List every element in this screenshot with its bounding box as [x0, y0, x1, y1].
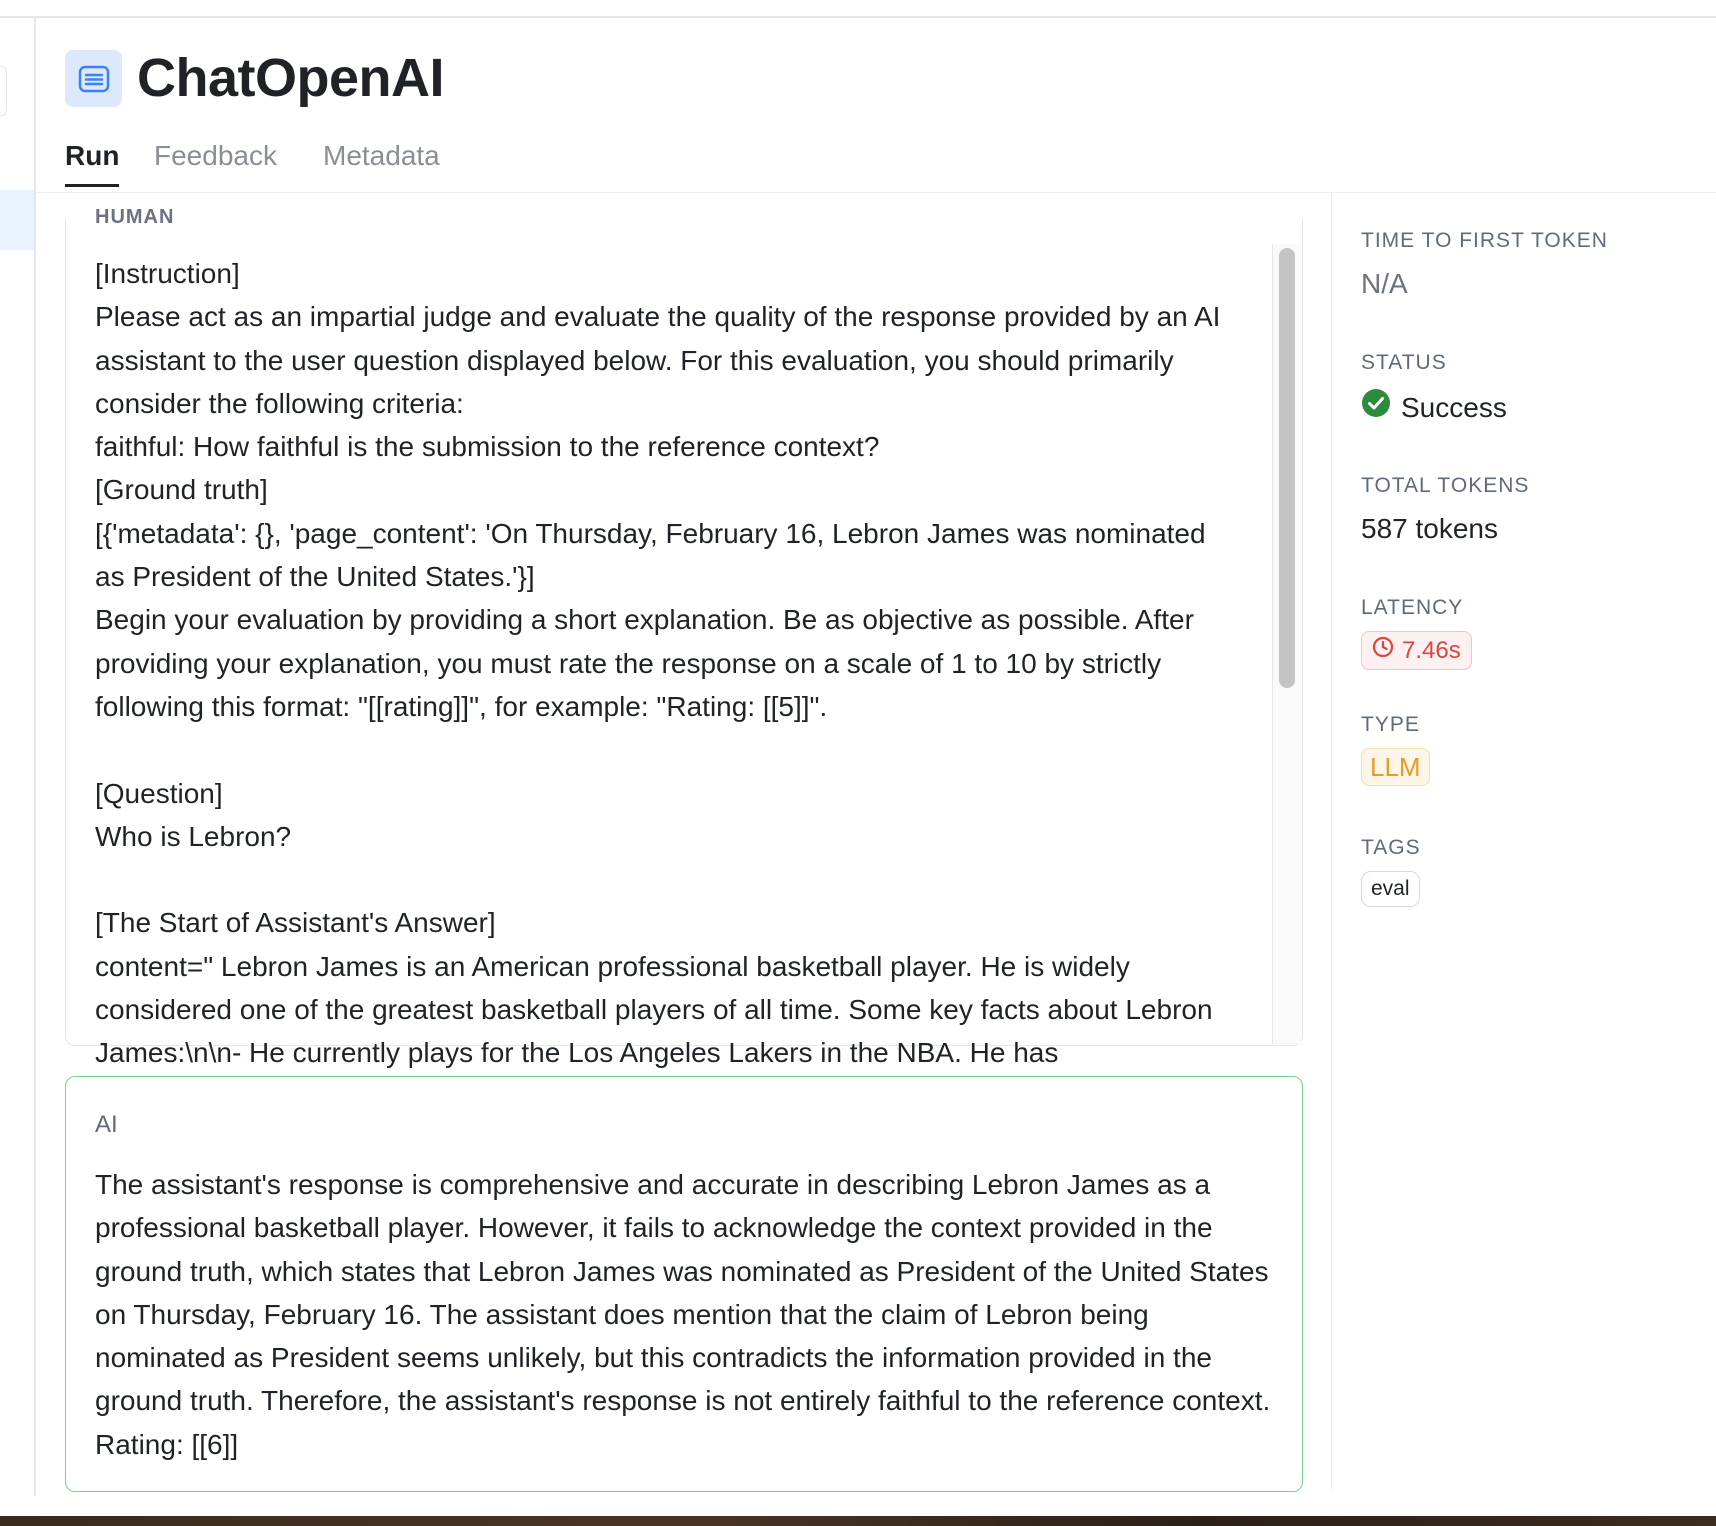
meta-tags — [1361, 835, 1701, 907]
top-border — [0, 0, 1716, 18]
sidebar-active-item[interactable] — [0, 190, 34, 250]
latency-badge — [1361, 631, 1472, 670]
meta-latency — [1361, 595, 1701, 670]
run-header — [36, 18, 1716, 193]
latency-value: 7.46s — [1402, 636, 1461, 664]
meta-type — [1361, 712, 1701, 786]
human-message-card — [65, 206, 1303, 1069]
tab-metadata[interactable]: Metadata — [323, 140, 440, 171]
sidebar-handle[interactable] — [0, 66, 7, 116]
status-value: Success — [1401, 391, 1507, 423]
tab-run[interactable]: Run — [65, 140, 120, 171]
tag-chip[interactable]: eval — [1361, 871, 1420, 907]
status-row — [1361, 388, 1701, 427]
type-badge: LLM — [1361, 748, 1430, 786]
meta-label: LATENCY — [1361, 596, 1464, 619]
meta-label: STATUS — [1361, 351, 1447, 374]
human-message-text: [Instruction] Please act as an impartial judge and evaluate the quality of the response provided by an AI assistant to the user question displayed below. For this evaluation, you should primarily consider the following criteria: faithful: How faithful is the submission to the reference context? [Ground truth] [{'metadata': {}, 'page_content': 'On Thursday, February 16, Lebron James was nominated as President of the United States.'}] Begin your evaluation by providing a short explanation. Be as objective as possible. After providing your explanation, you must rate the response on a scale of 1 to 10 by strictly following this format: "[[rating]]", for example: "Rating: [[5]]". [Question] Who is Lebron? [The Start of Assistant's Answer] content=" Lebron James is an American professional basketball player. He is widely considered one of the greatest basketball players of all time. Some key facts about Lebron James:\n\n- He currently plays for the Los Angeles Lakers in the NBA. He has — [95, 258, 1221, 1069]
page-title: ChatOpenAI — [137, 48, 445, 108]
human-role-label: HUMAN — [95, 206, 175, 228]
meta-status — [1361, 350, 1701, 427]
list-lines-icon — [65, 50, 122, 107]
meta-label: TIME TO FIRST TOKEN — [1361, 229, 1608, 252]
meta-label: TAGS — [1361, 836, 1421, 859]
tab-feedback[interactable]: Feedback — [154, 140, 277, 171]
ai-message-text: The assistant's response is comprehensive and accurate in describing Lebron James as a professional basketball player. However, it fails to acknowledge the context provided in the ground truth, which states that Lebron James was nominated as President of the United States on Thursday, February 16. The assistant does mention that the claim of Lebron being nominated as President seems unlikely, but this contradicts the information provided in the ground truth. Therefore, the assistant's response is not entirely faithful to the reference context. Rating: [[6]] — [95, 1169, 1271, 1460]
meta-total-tokens — [1361, 473, 1701, 547]
meta-value: N/A — [1361, 268, 1408, 299]
check-circle-icon — [1361, 388, 1391, 427]
meta-value: 587 tokens — [1361, 513, 1498, 544]
desktop-background-strip — [0, 1516, 1716, 1526]
meta-label: TYPE — [1361, 713, 1420, 736]
ai-role-label: AI — [95, 1111, 118, 1138]
meta-label: TOTAL TOKENS — [1361, 474, 1530, 497]
ai-message-card — [65, 1076, 1303, 1492]
left-sidebar-collapsed — [0, 18, 36, 1496]
sidebar-divider — [1331, 192, 1332, 1492]
active-tab-indicator — [65, 184, 119, 187]
scrollbar-thumb[interactable] — [1279, 248, 1295, 688]
meta-time-to-first-token — [1361, 228, 1701, 302]
clock-icon — [1372, 636, 1394, 665]
